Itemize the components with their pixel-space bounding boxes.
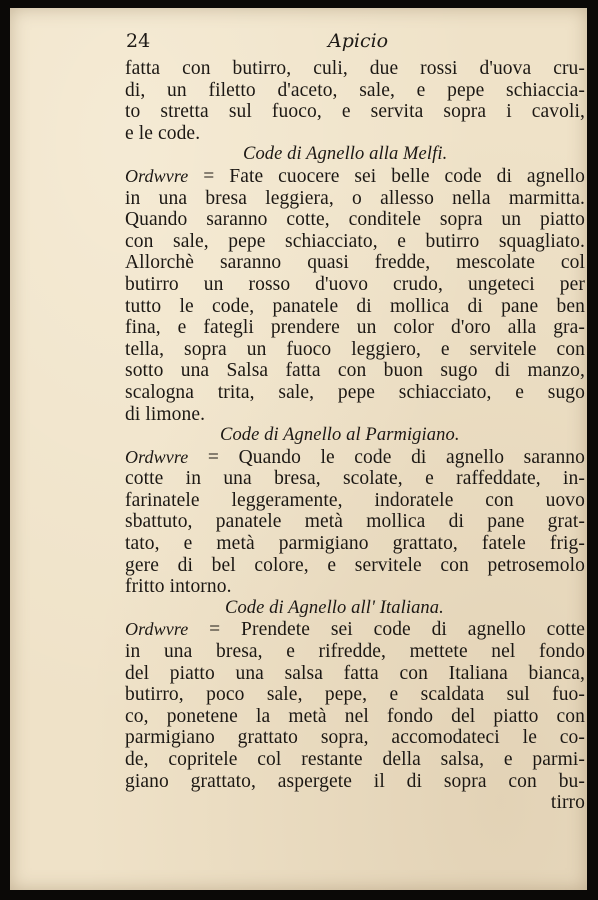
recipe-title: Code di Agnello alla Melfi. bbox=[243, 144, 448, 165]
intro-paragraph bbox=[125, 58, 585, 144]
text-line: tato, e metà parmigiano grattato, fatele frig- bbox=[125, 533, 585, 555]
text-line: di limone. bbox=[125, 403, 206, 425]
text-line: parmigiano grattato sopra, accomodateci le co- bbox=[125, 727, 585, 749]
page-body bbox=[125, 58, 585, 814]
text-line: gere di bel colore, e servitele con petrosemolo bbox=[125, 554, 585, 576]
text-line bbox=[125, 619, 585, 641]
running-head: Apicio bbox=[328, 30, 389, 52]
recipe-paragraph bbox=[125, 166, 585, 425]
text-line: scalogna trita, sale, pepe schiacciato, e sugo bbox=[125, 381, 585, 403]
page-header bbox=[10, 30, 587, 56]
text-line: farinatele leggeramente, indoratele con uovo bbox=[125, 489, 585, 511]
text-line: Quando saranno cotte, conditele sopra un piatto bbox=[125, 209, 585, 231]
text-line bbox=[125, 447, 585, 469]
recipe-title: Code di Agnello all' Italiana. bbox=[225, 597, 444, 618]
text-line: giano grattato, aspergete il di sopra con bu- bbox=[125, 770, 585, 792]
text-line: del piatto una salsa fatta con Italiana bianca, bbox=[125, 662, 585, 684]
text-line: in una bresa, e rifredde, mettete nel fondo bbox=[125, 641, 585, 663]
recipe-label: Ordwvre bbox=[125, 165, 189, 186]
text-line: sotto una Salsa fatta con buon sugo di manzo, bbox=[125, 360, 585, 382]
text-line bbox=[125, 166, 585, 188]
text-line: in una bresa leggiera, o allesso nella marmitta. bbox=[125, 187, 585, 209]
text-line: de, copritele col restante della salsa, e parmi- bbox=[125, 749, 585, 770]
text-line: fina, e fategli prendere un color d'oro alla gra- bbox=[125, 317, 585, 339]
text-line: Allorchè saranno quasi fredde, mescolate col bbox=[125, 252, 585, 274]
book-page bbox=[10, 8, 587, 890]
text-line: fritto intorno. bbox=[125, 576, 232, 598]
page-number: 24 bbox=[126, 30, 151, 52]
first-line-text: = Quando le code di agnello saranno bbox=[207, 446, 585, 468]
text-line: to stretta sul fuoco, e servita sopra i cavoli, bbox=[125, 101, 585, 123]
text-line: butirro, poco sale, pepe, e scaldata sul fuo- bbox=[125, 684, 585, 706]
text-line: cotte in una bresa, scolate, e raffeddate, in- bbox=[125, 468, 585, 490]
text-line: sbattuto, panatele metà mollica di pane grat- bbox=[125, 511, 585, 533]
first-line-text: = Prendete sei code di agnello cotte bbox=[209, 619, 586, 641]
text-line: tirro bbox=[550, 792, 585, 814]
text-line: fatta con butirro, culi, due rossi d'uova cru- bbox=[125, 58, 585, 79]
text-line: e le code. bbox=[125, 122, 201, 144]
text-line: tutto le code, panatele di mollica di pane ben bbox=[125, 295, 585, 317]
recipe-paragraph bbox=[125, 447, 585, 598]
recipe-title: Code di Agnello al Parmigiano. bbox=[220, 425, 460, 446]
recipe-label: Ordwvre bbox=[125, 619, 189, 640]
text-line: co, ponetene la metà nel fondo del piatto con bbox=[125, 705, 585, 727]
recipe-label: Ordwvre bbox=[125, 446, 189, 467]
recipe-paragraph bbox=[125, 619, 585, 813]
text-line: tella, sopra un fuoco leggiero, e servitele con bbox=[125, 338, 585, 360]
text-line: con sale, pepe schiacciato, e butirro squagliato. bbox=[125, 230, 585, 252]
text-line: di, un filetto d'aceto, sale, e pepe schiaccia- bbox=[125, 79, 585, 101]
first-line-text: = Fate cuocere sei belle code di agnello bbox=[203, 165, 585, 187]
text-line: butirro un rosso d'uovo crudo, ungeteci per bbox=[125, 273, 585, 295]
